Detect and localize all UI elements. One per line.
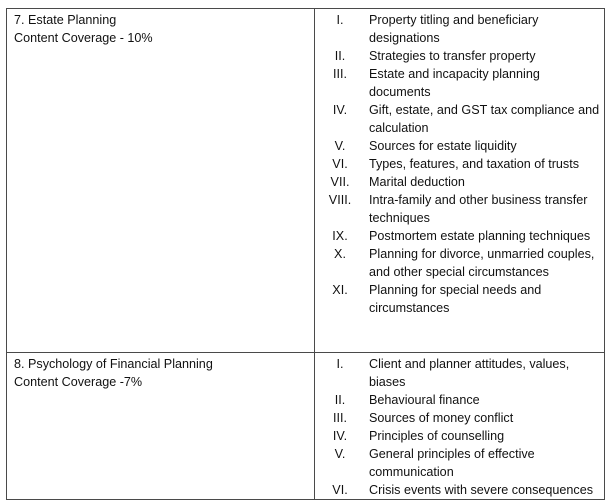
topic-item: [315, 137, 604, 155]
section-heading: 7. Estate Planning: [14, 13, 117, 27]
topic-text: Intra-family and other business transfer techniques: [369, 193, 588, 225]
topic-list: [315, 9, 604, 317]
topic-item: [315, 445, 604, 481]
section-title-cell: [7, 353, 315, 500]
topic-numeral: II.: [334, 49, 346, 63]
topics-cell: [315, 9, 605, 353]
topic-numeral: VIII.: [328, 193, 352, 207]
topic-text: Behavioural finance: [369, 393, 480, 407]
topic-numeral: X.: [334, 247, 346, 261]
topic-item: [315, 427, 604, 445]
section-heading: 8. Psychology of Financial Planning: [14, 357, 213, 371]
topic-item: [315, 173, 604, 191]
topic-text: Principles of counselling: [369, 429, 505, 443]
section-coverage: Content Coverage - 10%: [14, 31, 153, 45]
topic-numeral: I.: [336, 13, 344, 27]
topic-text: Crisis events with severe consequences: [369, 483, 593, 497]
section-coverage: Content Coverage -7%: [14, 375, 143, 389]
topic-numeral: V.: [334, 447, 346, 461]
topic-text: Estate and incapacity planning documents: [369, 67, 540, 99]
topic-item: [315, 245, 604, 281]
topic-item: [315, 409, 604, 427]
topic-item: [315, 11, 604, 47]
topic-numeral: VII.: [330, 175, 350, 189]
topic-numeral: VI.: [332, 483, 348, 497]
topic-item: [315, 355, 604, 391]
topic-numeral: V.: [334, 139, 346, 153]
topic-text: Planning for special needs and circumstances: [369, 283, 542, 315]
topic-numeral: II.: [334, 393, 346, 407]
section-row-psychology-of-financial-planning: [7, 353, 605, 500]
topic-text: Client and planner attitudes, values, biases: [369, 357, 570, 389]
topic-text: General principles of effective communication: [369, 447, 535, 479]
topic-text: Property titling and beneficiary designations: [369, 13, 539, 45]
topic-text: Gift, estate, and GST tax compliance and calculation: [369, 103, 600, 135]
section-row-estate-planning: [7, 9, 605, 353]
section-title-cell: [7, 9, 315, 353]
topic-numeral: XI.: [332, 283, 348, 297]
topic-item: [315, 155, 604, 173]
topic-item: [315, 391, 604, 409]
topic-text: Strategies to transfer property: [369, 49, 536, 63]
topic-item: [315, 281, 604, 317]
content-outline-table: [6, 8, 605, 500]
topic-item: [315, 191, 604, 227]
topic-item: [315, 65, 604, 101]
topic-item: [315, 227, 604, 245]
topic-text: Sources for estate liquidity: [369, 139, 517, 153]
topic-numeral: IX.: [332, 229, 348, 243]
topic-text: Postmortem estate planning techniques: [369, 229, 591, 243]
topic-numeral: I.: [336, 357, 344, 371]
topic-numeral: IV.: [332, 429, 348, 443]
topic-list: [315, 353, 604, 499]
topic-numeral: III.: [333, 67, 347, 81]
topic-text: Sources of money conflict: [369, 411, 514, 425]
topic-item: [315, 47, 604, 65]
topic-text: Planning for divorce, unmarried couples, and other special circumstances: [369, 247, 595, 279]
topic-numeral: III.: [333, 411, 347, 425]
topic-numeral: IV.: [332, 103, 348, 117]
topic-text: Marital deduction: [369, 175, 465, 189]
topic-item: [315, 481, 604, 499]
topics-cell: [315, 353, 605, 500]
topic-numeral: VI.: [332, 157, 348, 171]
topic-text: Types, features, and taxation of trusts: [369, 157, 580, 171]
topic-item: [315, 101, 604, 137]
